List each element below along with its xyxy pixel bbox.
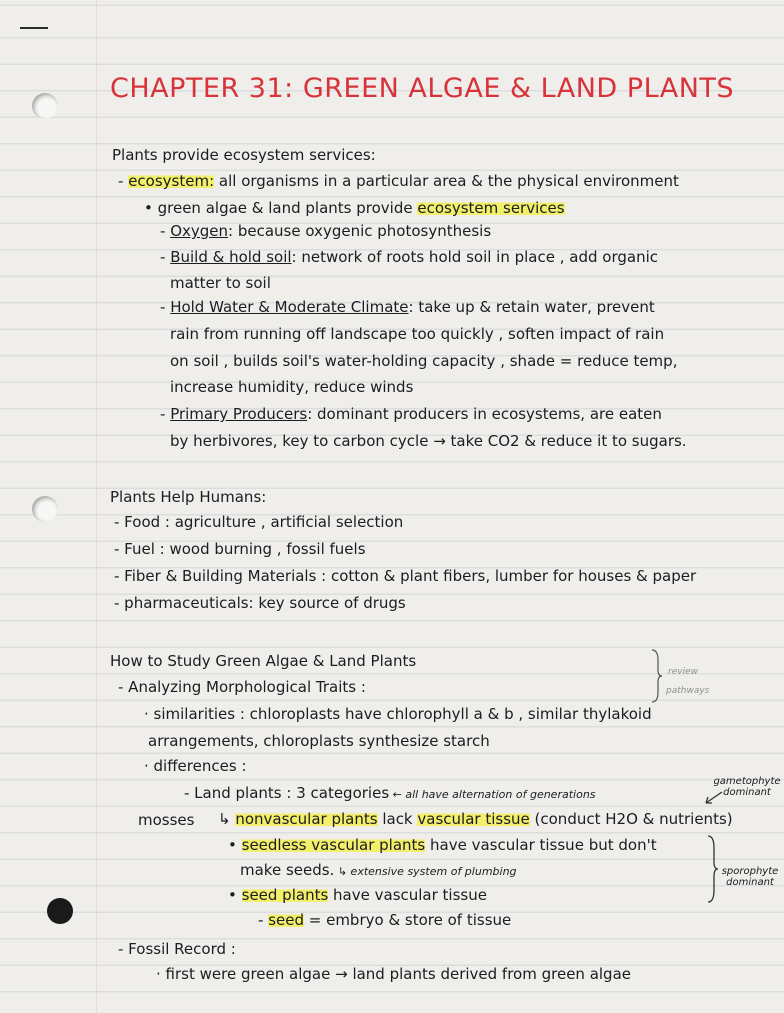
curly-brace-icon — [706, 834, 720, 904]
note-line: - Food : agriculture , artificial selection — [114, 513, 404, 531]
annotation-sporophyte: sporophyte dominant — [721, 866, 779, 888]
note-line: ↳ nonvascular plants lack vascular tissue (conduct H2O & nutrients) — [218, 810, 733, 828]
note-line: • green algae & land plants provide ecosystem services — [144, 199, 565, 217]
curly-brace-icon — [650, 648, 664, 704]
section-heading-how-to-study: How to Study Green Algae & Land Plants — [110, 652, 417, 670]
note-line: matter to soil — [170, 274, 271, 292]
note-line: - Hold Water & Moderate Climate: take up & retain water, prevent — [160, 298, 655, 316]
note-line: · similarities : chloroplasts have chlorophyll a & b , similar thylakoid — [144, 705, 652, 723]
highlighted-term: ecosystem services — [417, 199, 565, 217]
note-line: - Analyzing Morphological Traits : — [118, 678, 366, 696]
note-line: - Fiber & Building Materials : cotton & plant fibers, lumber for houses & paper — [114, 567, 697, 585]
highlighted-term: seed plants — [241, 886, 329, 904]
margin-label-mosses: mosses — [138, 811, 195, 829]
note-line: on soil , builds soil's water-holding capacity , shade = reduce temp, — [170, 352, 678, 370]
binder-hole-top — [32, 93, 58, 119]
faint-note-bottom: pathways — [666, 686, 710, 696]
note-line: - Primary Producers: dominant producers in ecosystems, are eaten — [160, 405, 662, 423]
annotation-gametophyte: gametophyte dominant — [713, 776, 781, 798]
underlined-term: Primary Producers — [170, 405, 308, 423]
section-heading-fossil-record: - Fossil Record : — [118, 940, 236, 958]
highlighted-term: nonvascular plants — [235, 810, 378, 828]
note-line: arrangements, chloroplasts synthesize starch — [148, 732, 490, 750]
note-line: rain from running off landscape too quickly , soften impact of rain — [170, 325, 665, 343]
note-line: • seed plants have vascular tissue — [228, 886, 487, 904]
highlighted-term: seed — [268, 911, 304, 929]
underlined-term: Build & hold soil — [170, 248, 292, 266]
note-line: increase humidity, reduce winds — [170, 378, 414, 396]
note-line: - Build & hold soil: network of roots hold soil in place , add organic — [160, 248, 658, 266]
arrow-icon — [702, 790, 724, 806]
note-line: · differences : — [144, 757, 247, 775]
binder-hole-middle — [32, 496, 58, 522]
pen-mark — [20, 27, 48, 29]
note-line: make seeds. ↳ extensive system of plumbing — [240, 861, 517, 879]
section-heading-ecosystem-services: Plants provide ecosystem services: — [112, 146, 376, 164]
note-line: by herbivores, key to carbon cycle → take CO2 & reduce it to sugars. — [170, 432, 687, 450]
underlined-term: Oxygen — [170, 222, 229, 240]
note-line: - Land plants : 3 categories ← all have alternation of generations — [184, 784, 596, 802]
note-line: • seedless vascular plants have vascular tissue but don't — [228, 836, 657, 854]
highlighted-term: ecosystem: — [128, 172, 215, 190]
page-title: CHAPTER 31: GREEN ALGAE & LAND PLANTS — [110, 73, 735, 104]
note-line: - pharmaceuticals: key source of drugs — [114, 594, 406, 612]
underlined-term: Hold Water & Moderate Climate — [170, 298, 409, 316]
faint-note-top: review — [668, 667, 698, 677]
margin-line — [96, 0, 97, 1013]
binder-hole-bottom — [47, 898, 73, 924]
highlighted-term: vascular tissue — [417, 810, 530, 828]
highlighted-term: seedless vascular plants — [241, 836, 426, 854]
note-line: - Fuel : wood burning , fossil fuels — [114, 540, 366, 558]
note-line: - ecosystem: all organisms in a particular area & the physical environment — [118, 172, 679, 190]
note-line: - seed = embryo & store of tissue — [258, 911, 512, 929]
section-heading-plants-help-humans: Plants Help Humans: — [110, 488, 267, 506]
note-line: · first were green algae → land plants derived from green algae — [156, 965, 631, 983]
note-line: - Oxygen: because oxygenic photosynthesis — [160, 222, 492, 240]
